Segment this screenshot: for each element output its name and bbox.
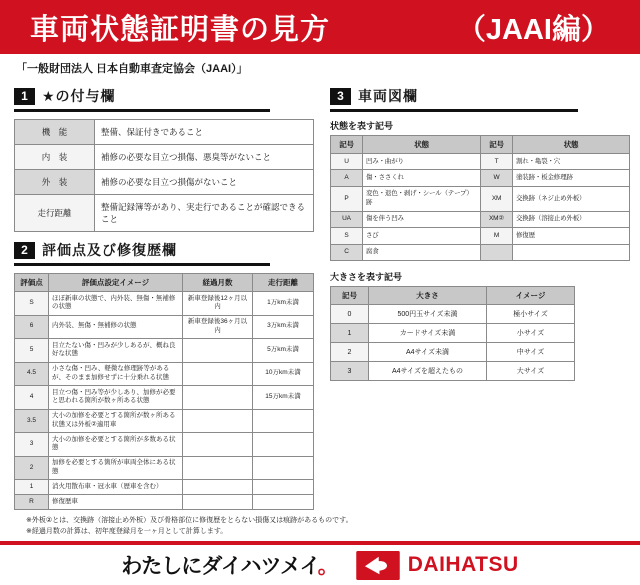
table-cell: 交換跡（溶接止め外板） [513,211,630,227]
daihatsu-logo [356,551,519,580]
table-row [15,480,314,495]
title-banner [0,0,640,54]
table-row [331,154,630,170]
table-row [331,244,630,260]
table-cell: 傷・ささくれ [363,170,481,186]
table-cell: 極小サイズ [487,305,575,324]
table-cell: M [481,228,513,244]
table-row [15,495,314,510]
column-header: 記号 [331,136,363,154]
section1-header [14,86,270,112]
table-cell: 割れ・亀裂・穴 [513,154,630,170]
table-cell: 3.5 [15,409,49,433]
organization-subtitle: 「一般財団法人 日本自動車査定協会（JAAI）」 [16,63,248,75]
footer-logos [0,545,640,585]
table-cell: R [15,495,49,510]
right-column [330,78,630,510]
table-cell: 変色・退色・剥げ・シール（テープ）跡 [363,186,481,211]
table-cell: 1 [331,324,369,343]
table-row [331,324,575,343]
column-header: 状態 [513,136,630,154]
table-cell [253,433,314,457]
table-row [15,339,314,363]
table-cell: 2 [331,343,369,362]
table-cell: 整備記録簿等があり、実走行であることが確認できること [95,195,314,232]
table-row [15,315,314,339]
daihatsu-wordmark: DAIHATSU [407,553,519,577]
table-cell [183,495,253,510]
table-cell: 2 [15,456,49,480]
table-cell: 小サイズ [487,324,575,343]
column-header: 評価点設定イメージ [49,274,183,292]
footnote-line: ※外板②とは、交換跡（溶接止め外板）及び骨格部位に修復歴をとらない損傷又は痕跡があるものです。 [26,516,353,524]
section-number-badge: 3 [330,88,351,105]
table-row [331,170,630,186]
table-cell: ほぼ新車の状態で、内外装、無傷・無補修の状態 [49,292,183,316]
footnote-line: ※経過月数の計算は、初年度登録月を一ヶ月として計算します。 [26,527,228,535]
table-cell: 修復歴 [513,228,630,244]
table-cell: 0 [331,305,369,324]
section2-header [14,240,270,266]
table-cell: 腐食 [363,244,481,260]
table-cell: 3 [331,362,369,381]
table-cell: T [481,154,513,170]
column-header: 状態 [363,136,481,154]
table-cell: 3万km未満 [253,315,314,339]
table-cell: さび [363,228,481,244]
table-cell: W [481,170,513,186]
table-row [15,120,314,145]
section3-header [330,86,578,112]
table-cell: 6 [15,315,49,339]
table-row [15,433,314,457]
table-cell: 5 [15,339,49,363]
table-cell: 補修の必要な目立つ損傷、悪臭等がないこと [95,145,314,170]
size-symbols-table [330,286,575,381]
table-cell [183,433,253,457]
table-cell [481,244,513,260]
table-cell: 補修の必要な目立つ損傷がないこと [95,170,314,195]
table-row [15,292,314,316]
table-cell: 走行距離 [15,195,95,232]
column-header: 評価点 [15,274,49,292]
table-cell: 小さな傷・凹み、軽微な修理跡等があるが、そのまま加修せずに十分乗れる状態 [49,362,183,386]
table-cell [183,386,253,410]
table-cell: 整備、保証付きであること [95,120,314,145]
table-cell: 新車登録後12ヶ月以内 [183,292,253,316]
table-cell: 加修を必要とする箇所が車両全体にある状態 [49,456,183,480]
table-cell [183,339,253,363]
table-cell: P [331,186,363,211]
table-cell: 交換跡（ネジ止め外板） [513,186,630,211]
table-cell [183,409,253,433]
table-row [15,362,314,386]
left-column [14,78,316,510]
table-row [15,170,314,195]
footnotes [26,516,640,538]
table-cell: C [331,244,363,260]
table-cell: 10万km未満 [253,362,314,386]
table-cell: 目立つ傷・凹み等が少しあり、加修が必要と思われる箇所が数ヶ所ある状態 [49,386,183,410]
table-cell: 1万km未満 [253,292,314,316]
table-cell: 中サイズ [487,343,575,362]
column-header: イメージ [487,287,575,305]
evaluation-score-table [14,273,314,510]
condition-symbols-label: 状態を表す記号 [330,121,394,131]
table-cell: 5万km未満 [253,339,314,363]
column-header: 記号 [481,136,513,154]
table-cell: 15万km未満 [253,386,314,410]
page-title: 車両状態証明書の見方 [30,13,331,46]
table-cell: カードサイズ未満 [369,324,487,343]
table-cell: 大サイズ [487,362,575,381]
column-header: 記号 [331,287,369,305]
table-cell: 1 [15,480,49,495]
table-header-row [331,287,575,305]
column-header: 走行距離 [253,274,314,292]
table-row [15,145,314,170]
table-cell: 消火用散布車・冠水車（歴車を含む） [49,480,183,495]
table-cell: 新車登録後36ヶ月以内 [183,315,253,339]
table-row [15,409,314,433]
table-cell: 目立たない傷・凹みが少しあるが、概ね良好な状態 [49,339,183,363]
table-cell [183,362,253,386]
table-row [331,343,575,362]
table-cell: UA [331,211,363,227]
table-cell [253,480,314,495]
table-cell: 内外装、無傷・無補修の状態 [49,315,183,339]
table-row [331,228,630,244]
section3-title: 車両図欄 [358,88,418,104]
table-cell [253,409,314,433]
table-cell: A4サイズを超えたもの [369,362,487,381]
table-row [331,362,575,381]
table-header-row [15,274,314,292]
table-cell: S [15,292,49,316]
slogan-period: 。 [317,555,338,579]
column-header: 経過月数 [183,274,253,292]
section1-title: ★の付与欄 [42,88,116,104]
table-cell [253,456,314,480]
page-title-edition: （JAAI編） [456,13,610,46]
table-cell: 大小の加修を必要とする箇所が数ヶ所ある状態又は外板②適用車 [49,409,183,433]
table-cell: 3 [15,433,49,457]
table-row [331,211,630,227]
table-cell: A4サイズ未満 [369,343,487,362]
table-cell: 傷を伴う凹み [363,211,481,227]
table-header-row [331,136,630,154]
table-cell: 修復歴車 [49,495,183,510]
table-row [331,305,575,324]
table-cell [513,244,630,260]
table-cell: 大小の加修を必要とする箇所が多数ある状態 [49,433,183,457]
table-cell [253,495,314,510]
table-row [15,456,314,480]
table-row [15,195,314,232]
table-cell: U [331,154,363,170]
table-cell: 機 能 [15,120,95,145]
daihatsu-d-mark-icon [356,551,400,580]
section-number-badge: 2 [14,242,35,259]
table-cell: A [331,170,363,186]
table-cell: 外 装 [15,170,95,195]
size-symbols-label: 大きさを表す記号 [330,272,403,283]
section2-title: 評価点及び修復歴欄 [42,242,177,258]
table-cell: S [331,228,363,244]
daihatsu-slogan: わたしにダイハツメイ。 [121,555,338,579]
table-row [15,386,314,410]
table-cell: 4.5 [15,362,49,386]
table-cell [183,480,253,495]
table-row [331,186,630,211]
table-cell: XM② [481,211,513,227]
table-cell: 500円玉サイズ未満 [369,305,487,324]
star-criteria-table [14,119,314,232]
section-number-badge: 1 [14,88,35,105]
table-cell: 4 [15,386,49,410]
table-cell [183,456,253,480]
column-header: 大きさ [369,287,487,305]
content-columns [0,78,640,510]
condition-symbols-table [330,135,630,261]
table-cell: XM [481,186,513,211]
table-cell: 塗装跡・板金修理跡 [513,170,630,186]
table-cell: 内 装 [15,145,95,170]
table-cell: 凹み・曲がり [363,154,481,170]
